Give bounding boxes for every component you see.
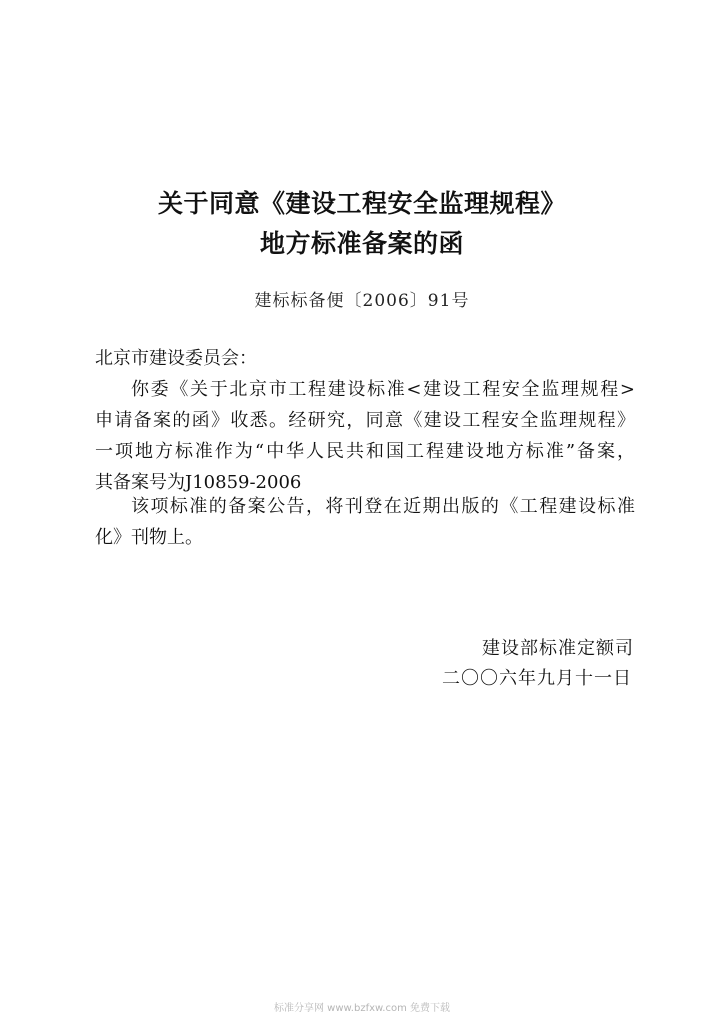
document-title-line-1: 关于同意《建设工程安全监理规程》 [157,189,566,218]
document-title-line-2: 地方标准备案的函 [259,229,464,258]
paragraph-1-line: 其备案号为J10859-2006 [95,472,302,493]
signature-date: 二〇〇六年九月十一日 [442,668,632,689]
paragraph-1-line: 一项地方标准作为“中华人民共和国工程建设地方标准”备案， [95,441,635,462]
paragraph-1-line: 你委《关于北京市工程建设标准<建设工程安全监理规程> [131,379,635,400]
addressee: 北京市建设委员会： [95,348,257,369]
paragraph-1 [95,374,635,498]
paragraph-1-line: 申请备案的函》收悉。经研究，同意《建设工程安全监理规程》 [95,410,635,431]
signature-department: 建设部标准定额司 [482,638,634,659]
footer-watermark: 标准分享网 www.bzfxw.com 免费下载 [274,1003,450,1014]
paragraph-2 [95,491,635,553]
paragraph-2-line: 该项标准的备案公告，将刊登在近期出版的《工程建设标准 [131,496,635,517]
document-number: 建标标备便〔2006〕91号 [254,291,470,311]
paragraph-2-line: 化》刊物上。 [95,527,203,548]
